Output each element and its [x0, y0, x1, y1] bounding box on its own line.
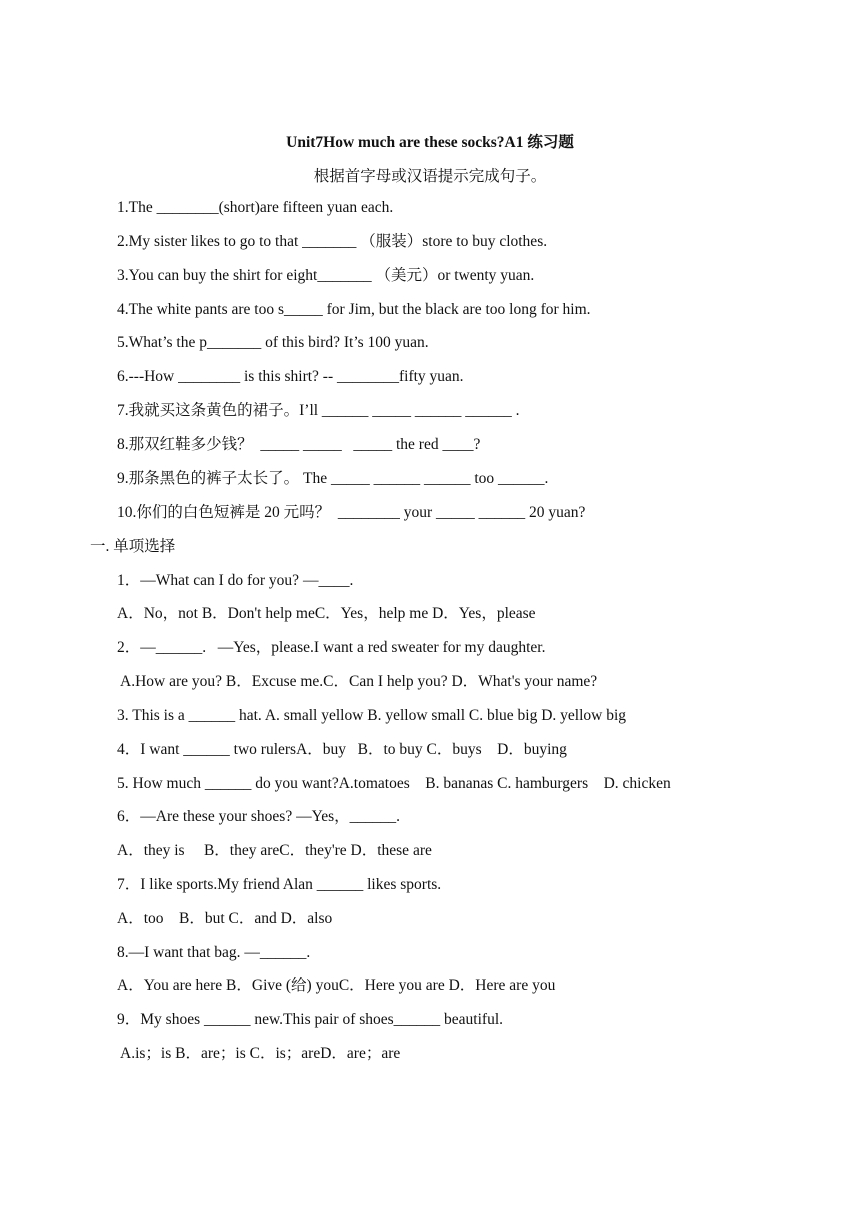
mc-question-9: 9．My shoes ______ new.This pair of shoes______ beautiful.	[117, 1011, 504, 1028]
fill-question-3: 3.You can buy the shirt for eight_______ （美元）or twenty yuan.	[117, 267, 535, 284]
mc-options-6: A．they is B．they areC．they're D．these are	[117, 842, 432, 859]
fill-question-9: 9.那条黑色的裤子太长了。 The _____ ______ ______ too ______.	[117, 470, 549, 487]
mc-options-2: A.How are you? B．Excuse me.C．Can I help you? D．What's your name?	[117, 673, 598, 690]
mc-options-1: A．No，not B．Don't help meC．Yes，help me D．Yes，please	[117, 605, 536, 622]
fill-question-8: 8.那双红鞋多少钱？ _____ _____ _____ the red ____?	[117, 436, 481, 453]
mc-question-6: 6．—Are these your shoes? —Yes，______.	[117, 808, 400, 825]
fill-question-2: 2.My sister likes to go to that _______ （服装）store to buy clothes.	[117, 233, 548, 250]
mc-question-5: 5. How much ______ do you want?A.tomatoes B. bananas C. hamburgers D. chicken	[117, 775, 671, 792]
page-title: Unit7How much are these socks?A1 练习题	[286, 134, 574, 151]
mc-question-8: 8.—I want that bag. —______.	[117, 944, 311, 961]
fill-question-4: 4.The white pants are too s_____ for Jim, but the black are too long for him.	[117, 301, 591, 318]
fill-question-10: 10.你们的白色短裤是 20 元吗？ ________ your _____ ______ 20 yuan?	[117, 504, 586, 521]
fill-question-6: 6.---How ________ is this shirt? -- ________fifty yuan.	[117, 368, 464, 385]
mc-options-8: A．You are here B．Give (给) youC．Here you are D．Here are you	[117, 977, 556, 994]
mc-question-7: 7．I like sports.My friend Alan ______ likes sports.	[117, 876, 442, 893]
section-heading: 一. 单项选择	[90, 538, 176, 555]
fill-question-5: 5.What’s the p_______ of this bird? It’s 100 yuan.	[117, 334, 429, 351]
page-subtitle: 根据首字母或汉语提示完成句子。	[313, 168, 547, 185]
mc-question-2: 2．—______. —Yes，please.I want a red sweater for my daughter.	[117, 639, 546, 656]
mc-options-9: A.is；is B．are；is C．is；areD．are；are	[117, 1045, 401, 1062]
mc-question-3: 3. This is a ______ hat. A. small yellow B. yellow small C. blue big D. yellow big	[117, 707, 627, 724]
mc-options-7: A．too B．but C．and D．also	[117, 910, 333, 927]
mc-question-1: 1．—What can I do for you? —____.	[117, 572, 354, 589]
mc-question-4: 4．I want ______ two rulersA．buy B．to buy C．buys D．buying	[117, 741, 567, 758]
fill-question-1: 1.The ________(short)are fifteen yuan each.	[117, 199, 394, 216]
fill-question-7: 7.我就买这条黄色的裙子。I’ll ______ _____ ______ ______ .	[117, 402, 520, 419]
